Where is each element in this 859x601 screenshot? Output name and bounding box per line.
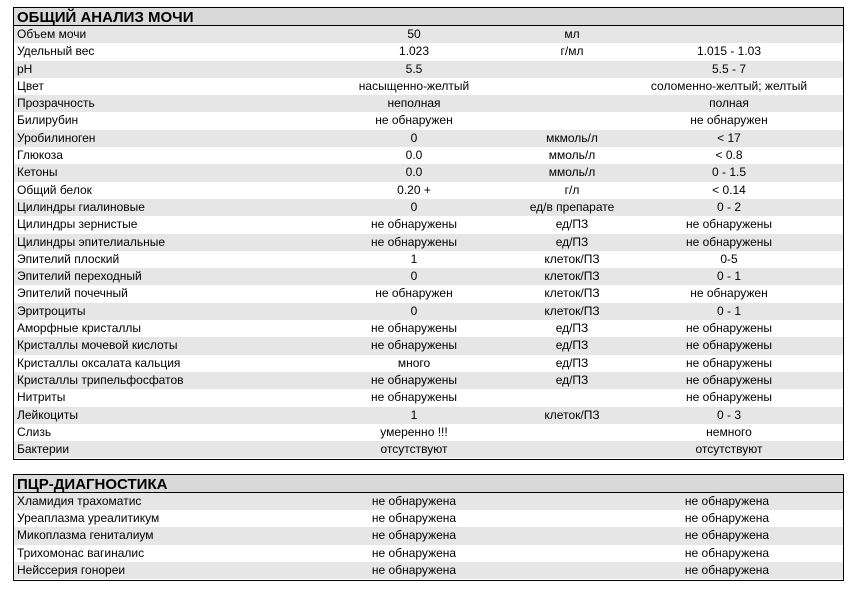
test-name: Трихомонас вагиналис xyxy=(17,545,145,560)
test-unit: ед/ПЗ xyxy=(555,217,589,232)
test-value: 0 xyxy=(410,269,418,284)
test-value: много xyxy=(397,355,431,370)
test-name: Кристаллы оксалата кальция xyxy=(17,355,181,370)
test-value: 0 xyxy=(410,303,418,318)
test-value: отсутствуют xyxy=(380,442,448,457)
test-name: Лейкоциты xyxy=(17,407,79,422)
reference-range: не обнаружены xyxy=(685,321,773,336)
table-row xyxy=(14,407,843,424)
pcr-rows xyxy=(14,493,843,579)
table-row xyxy=(14,234,843,251)
reference-range: полная xyxy=(709,96,749,111)
test-value: 1 xyxy=(410,407,418,422)
test-name: Глюкоза xyxy=(17,148,63,163)
test-unit: ед/ПЗ xyxy=(555,355,589,370)
test-name: Кетоны xyxy=(17,165,58,180)
pcr-section xyxy=(13,474,844,581)
table-row xyxy=(14,441,843,458)
urinalysis-title: ОБЩИЙ АНАЛИЗ МОЧИ xyxy=(14,8,843,26)
reference-range: не обнаружена xyxy=(684,511,770,526)
test-value: 1.023 xyxy=(398,44,430,59)
test-value: насыщенно-желтый xyxy=(358,78,470,93)
test-value: не обнаружен xyxy=(375,286,453,301)
reference-range: < 0.14 xyxy=(712,182,746,197)
urinalysis-section xyxy=(13,7,844,460)
test-unit: клеток/ПЗ xyxy=(544,303,600,318)
reference-range: отсутствуют xyxy=(695,442,763,457)
reference-range: не обнаружены xyxy=(685,372,773,387)
reference-range: не обнаружены xyxy=(685,217,773,232)
test-unit: ммоль/л xyxy=(548,165,596,180)
table-row xyxy=(14,26,843,43)
test-unit: клеток/ПЗ xyxy=(544,251,600,266)
test-unit: ед/ПЗ xyxy=(555,321,589,336)
urinalysis-rows xyxy=(14,26,843,458)
test-value: 0 xyxy=(410,130,418,145)
table-row xyxy=(14,303,843,320)
test-name: Слизь xyxy=(17,424,52,439)
test-name: Нейссерия гонореи xyxy=(17,562,126,577)
table-row xyxy=(14,285,843,302)
test-value: не обнаружены xyxy=(370,217,458,232)
test-name: Цвет xyxy=(17,78,44,93)
reference-range: 0 - 3 xyxy=(716,407,741,422)
reference-range: 5.5 - 7 xyxy=(711,61,747,76)
test-value: не обнаружена xyxy=(371,545,457,560)
test-value: не обнаружены xyxy=(370,234,458,249)
reference-range: не обнаружена xyxy=(684,562,770,577)
test-name: Эритроциты xyxy=(17,303,86,318)
table-row xyxy=(14,424,843,441)
table-row xyxy=(14,43,843,60)
test-value: 50 xyxy=(407,27,421,41)
reference-range: 0 - 1 xyxy=(716,269,741,284)
table-row xyxy=(14,199,843,216)
table-row xyxy=(14,164,843,181)
test-name: Нитриты xyxy=(17,390,66,405)
test-value: 5.5 xyxy=(405,61,423,76)
test-value: 0.0 xyxy=(405,165,423,180)
test-value: 0 xyxy=(410,199,418,214)
test-name: Объем мочи xyxy=(17,27,87,41)
test-unit: клеток/ПЗ xyxy=(544,286,600,301)
table-row xyxy=(14,78,843,95)
reference-range: 0 - 2 xyxy=(716,199,741,214)
test-name: Бактерии xyxy=(17,442,70,457)
reference-range: не обнаружены xyxy=(685,390,773,405)
table-row xyxy=(14,493,843,510)
table-row xyxy=(14,389,843,406)
table-row xyxy=(14,95,843,112)
reference-range: < 17 xyxy=(717,130,741,145)
test-value: не обнаружена xyxy=(371,494,457,508)
test-name: Удельный вес xyxy=(17,44,95,59)
test-unit: ед/ПЗ xyxy=(555,372,589,387)
table-row xyxy=(14,61,843,78)
table-row xyxy=(14,510,843,527)
test-unit: ед/ПЗ xyxy=(555,234,589,249)
test-value: не обнаружена xyxy=(371,511,457,526)
reference-range: немного xyxy=(706,424,752,439)
table-row xyxy=(14,545,843,562)
test-unit: ед/в препарате xyxy=(529,199,615,214)
test-value: не обнаружены xyxy=(370,338,458,353)
reference-range: не обнаружены xyxy=(685,234,773,249)
table-row xyxy=(14,216,843,233)
test-name: Цилиндры гиалиновые xyxy=(17,199,145,214)
test-name: Прозрачность xyxy=(17,96,95,111)
table-row xyxy=(14,130,843,147)
test-name: Цилиндры зернистые xyxy=(17,217,138,232)
test-unit: ед/ПЗ xyxy=(555,338,589,353)
table-row xyxy=(14,320,843,337)
reference-range: не обнаружена xyxy=(684,545,770,560)
reference-range: не обнаружены xyxy=(685,338,773,353)
test-value: не обнаружены xyxy=(370,390,458,405)
table-row xyxy=(14,372,843,389)
reference-range: 0 - 1.5 xyxy=(711,165,747,180)
table-row xyxy=(14,182,843,199)
test-name: Эпителий почечный xyxy=(17,286,128,301)
test-unit: клеток/ПЗ xyxy=(544,269,600,284)
reference-range: 1.015 - 1.03 xyxy=(696,44,762,59)
test-name: Аморфные кристаллы xyxy=(17,321,142,336)
test-name: Эпителий плоский xyxy=(17,251,120,266)
test-name: Хламидия трахоматис xyxy=(17,494,142,508)
reference-range: не обнаружена xyxy=(684,528,770,543)
table-row xyxy=(14,251,843,268)
table-row xyxy=(14,112,843,129)
reference-range: 0 - 1 xyxy=(716,303,741,318)
test-value: 1 xyxy=(410,251,418,266)
test-value: не обнаружены xyxy=(370,321,458,336)
reference-range: не обнаружены xyxy=(685,355,773,370)
test-value: не обнаружена xyxy=(371,562,457,577)
test-name: Билирубин xyxy=(17,113,79,128)
table-row xyxy=(14,355,843,372)
test-value: не обнаружены xyxy=(370,372,458,387)
test-value: не обнаружена xyxy=(371,528,457,543)
test-unit: клеток/ПЗ xyxy=(544,407,600,422)
test-unit: г/л xyxy=(564,182,580,197)
test-unit: мл xyxy=(564,27,580,41)
reference-range: соломенно-желтый; желтый xyxy=(650,78,808,93)
test-name: Кристаллы трипельфосфатов xyxy=(17,372,184,387)
table-row xyxy=(14,337,843,354)
table-row xyxy=(14,562,843,579)
test-unit: г/мл xyxy=(560,44,584,59)
test-name: pH xyxy=(17,61,33,76)
table-row xyxy=(14,527,843,544)
test-name: Микоплазма гениталиум xyxy=(17,528,154,543)
table-row xyxy=(14,147,843,164)
test-value: не обнаружен xyxy=(375,113,453,128)
test-value: 0.20 + xyxy=(397,182,431,197)
pcr-title: ПЦР-ДИАГНОСТИКА xyxy=(14,475,843,493)
reference-range: < 0.8 xyxy=(715,148,743,163)
test-unit: мкмоль/л xyxy=(546,130,598,145)
test-name: Эпителий переходный xyxy=(17,269,142,284)
reference-range: 0-5 xyxy=(720,251,738,266)
test-name: Уробилиноген xyxy=(17,130,96,145)
test-value: неполная xyxy=(387,96,441,111)
test-value: 0.0 xyxy=(405,148,423,163)
reference-range: не обнаружен xyxy=(690,113,768,128)
test-name: Цилиндры эпителиальные xyxy=(17,234,166,249)
test-name: Общий белок xyxy=(17,182,92,197)
table-row xyxy=(14,268,843,285)
test-value: умеренно !!! xyxy=(380,424,448,439)
reference-range: не обнаружен xyxy=(690,286,768,301)
test-unit: ммоль/л xyxy=(548,148,596,163)
test-name: Уреаплазма уреалитикум xyxy=(17,511,160,526)
reference-range: не обнаружена xyxy=(684,494,770,508)
test-name: Кристаллы мочевой кислоты xyxy=(17,338,178,353)
